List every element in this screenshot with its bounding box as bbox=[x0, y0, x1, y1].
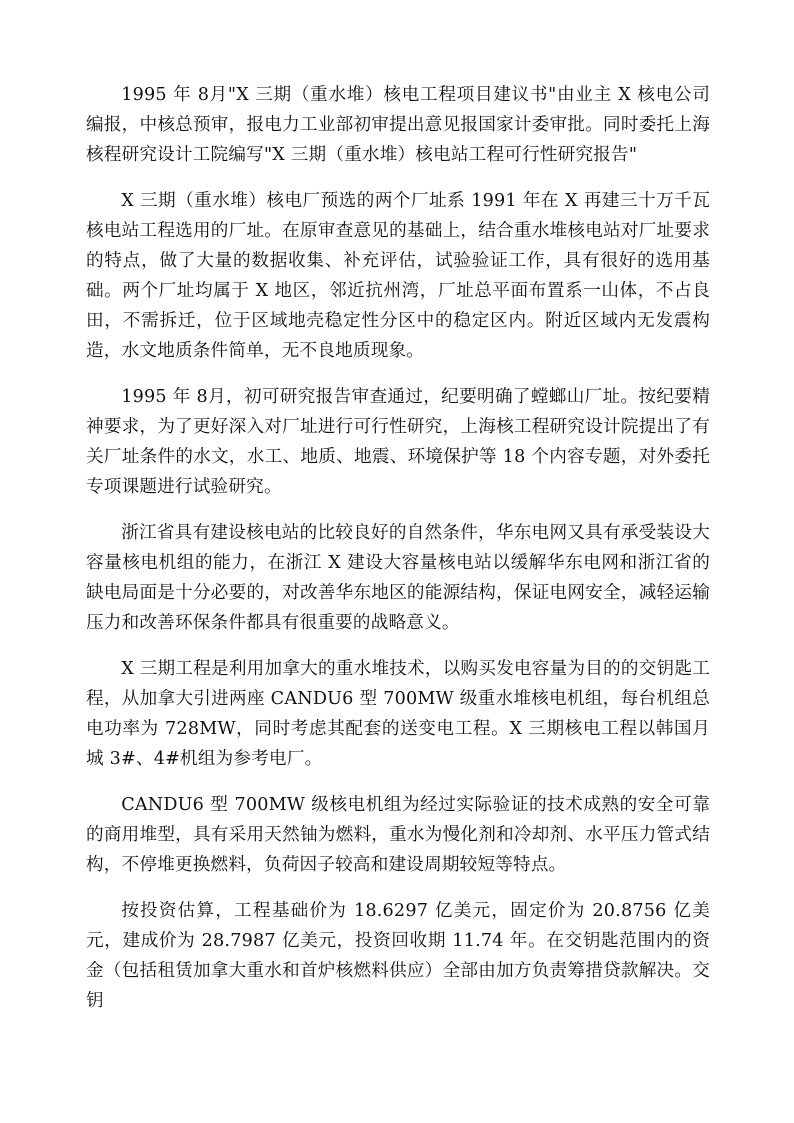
paragraph-reactor-features: CANDU6 型 700MW 级核电机组为经过实际验证的技术成熟的安全可靠的商用堆型，具有采用天然铀为燃料，重水为慢化剂和冷却剂、水平压力管式结构，不停堆更换燃料，负荷因子较高和建设周期较短等特点。 bbox=[86, 795, 710, 875]
paragraph-investment-estimate: 按投资估算，工程基础价为 18.6297 亿美元，固定价为 20.8756 亿美元，建成价为 28.7987 亿美元，投资回收期 11.74 年。在交钥匙范围内的资金（包括租赁加拿大重水和首炉核燃料供应）全部由加方负责筹措贷款解决。交钥 bbox=[86, 901, 710, 1011]
paragraph-zhejiang-conditions: 浙江省具有建设核电站的比较良好的自然条件，华东电网又具有承受装设大容量核电机组的能力，在浙江 X 建设大容量核电站以缓解华东电网和浙江省的缺电局面是十分必要的，对改善华东地区的能源结构，保证电网安全，减轻运输压力和改善环保条件都具有很重要的战略意义。 bbox=[86, 523, 710, 633]
paragraph-candu-technology: X 三期工程是利用加拿大的重水堆技术，以购买发电容量为目的的交钥匙工程，从加拿大引进两座 CANDU6 型 700MW 级重水堆核电机组，每台机组总电功率为 728MW，同时考虑其配套的送变电工程。X 三期核电工程以韩国月城 3#、4#机组为参考电厂。 bbox=[86, 659, 710, 769]
paragraph-project-proposal: 1995 年 8月"X 三期（重水堆）核电工程项目建议书"由业主 X 核电公司编报，中核总预审，报电力工业部初审提出意见报国家计委审批。同时委托上海核程研究设计工院编写"X 三期（重水堆）核电站工程可行性研究报告" bbox=[86, 85, 710, 165]
document-body bbox=[86, 80, 710, 1032]
paragraph-feasibility-review: 1995 年 8月，初可研究报告审查通过，纪要明确了螳螂山厂址。按纪要精神要求，为了更好深入对厂址进行可行性研究，上海核工程研究设计院提出了有关厂址条件的水文，水工、地质、地震、环境保护等 18 个内容专题，对外委托专项课题进行试验研究。 bbox=[86, 387, 710, 497]
paragraph-site-selection: X 三期（重水堆）核电厂预选的两个厂址系 1991 年在 X 再建三十万千瓦核电站工程选用的厂址。在原审查意见的基础上，结合重水堆核电站对厂址要求的特点，做了大量的数据收集、补充评估，试验验证工作，具有很好的选用基础。两个厂址均属于 X 地区，邻近抗州湾，厂址总平面布置系一山体，不占良田，不需拆迁，位于区域地壳稳定性分区中的稳定区内。附近区域内无发震构造，水文地质条件简单，无不良地质现象。 bbox=[86, 191, 711, 361]
